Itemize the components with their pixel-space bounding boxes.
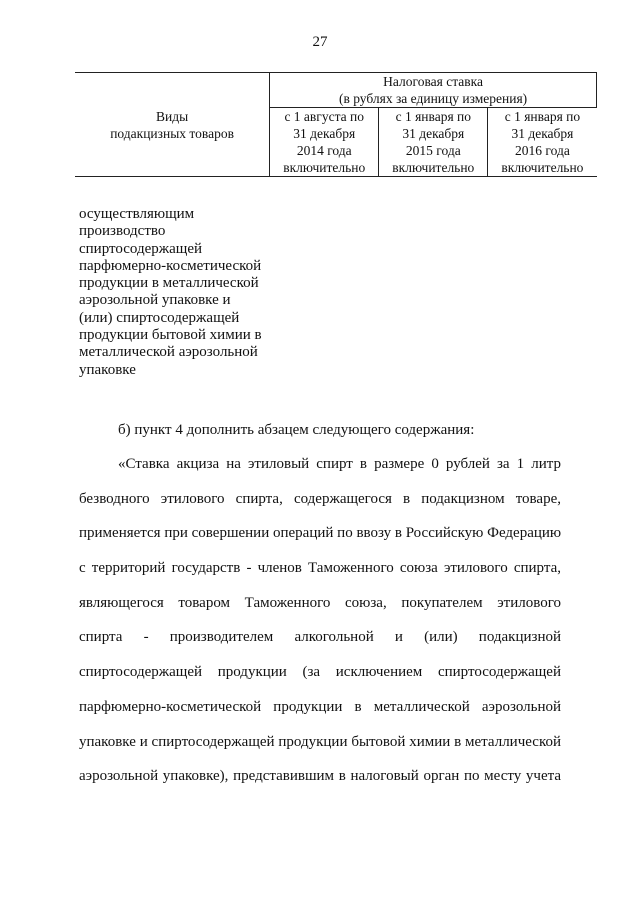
period-line: включительно — [283, 160, 366, 175]
tax-rate-header-line: (в рублях за единицу измерения) — [338, 91, 528, 106]
paragraph-line: спирта - производителем алкогольной и (или) подакцизной — [79, 629, 561, 646]
tax-rate-header — [270, 73, 597, 108]
paragraph-b: б) пункт 4 дополнить абзацем следующего содержания: — [118, 422, 475, 438]
period-line: 31 декабря — [402, 126, 465, 141]
period-2016-header — [488, 108, 597, 177]
period-2014-header — [270, 108, 379, 177]
stub-line: металлической аэрозольной — [79, 344, 258, 361]
period-line: 31 декабря — [293, 126, 356, 141]
stub-line: парфюмерно-косметической — [79, 257, 262, 274]
excise-rate-table-header — [75, 72, 597, 177]
stub-line: осуществляющим — [79, 206, 195, 222]
period-line: включительно — [392, 160, 475, 175]
paragraph-line: применяется при совершении операций по ввозу в Российскую Федерацию — [79, 525, 562, 542]
goods-header-line: Виды — [156, 108, 189, 124]
stub-line: производство — [79, 223, 166, 240]
quoted-paragraph — [79, 454, 561, 801]
period-line: 2014 года — [296, 143, 352, 158]
period-line: включительно — [501, 160, 584, 175]
stub-line: спиртосодержащей — [79, 240, 203, 257]
goods-header-line: подакцизных товаров — [110, 125, 234, 141]
tax-rate-header-line: Налоговая ставка — [383, 74, 483, 89]
period-2015-header — [379, 108, 488, 177]
paragraph-line: являющегося товаром Таможенного союза, покупателем этилового — [79, 594, 561, 611]
page-number: 27 — [312, 34, 328, 50]
period-line: 2015 года — [405, 143, 461, 158]
stub-line: упаковке — [79, 361, 136, 378]
paragraph-line: с территорий государств - членов Таможенного союза этилового спирта, — [79, 560, 561, 577]
stub-line: (или) спиртосодержащей — [79, 309, 240, 326]
stub-line: продукции бытовой химии в — [79, 327, 262, 344]
period-line: 2016 года — [515, 143, 570, 158]
period-line: с 1 августа по — [284, 109, 364, 124]
stub-line: аэрозольной упаковке и — [79, 292, 231, 309]
paragraph-line: «Ставка акциза на этиловый спирт в размере 0 рублей за 1 литр — [118, 456, 561, 472]
period-line: с 1 января по — [395, 109, 472, 124]
period-line: 31 декабря — [511, 126, 574, 141]
period-line: с 1 января по — [504, 109, 581, 124]
paragraph-line: спиртосодержащей продукции (за исключением спиртосодержащей — [79, 664, 561, 681]
table-row-goods-text — [79, 206, 279, 379]
paragraph-line: безводного этилового спирта, содержащегося в подакцизном товаре, — [79, 490, 561, 507]
goods-type-header — [75, 73, 270, 177]
paragraph-line: упаковке и спиртосодержащей продукции бытовой химии в металлической — [79, 733, 561, 750]
paragraph-line: аэрозольной упаковке), представившим в налоговый орган по месту учета — [79, 768, 561, 785]
stub-line: продукции в металлической — [79, 275, 259, 292]
paragraph-line: парфюмерно-косметической продукции в металлической аэрозольной — [79, 698, 561, 715]
